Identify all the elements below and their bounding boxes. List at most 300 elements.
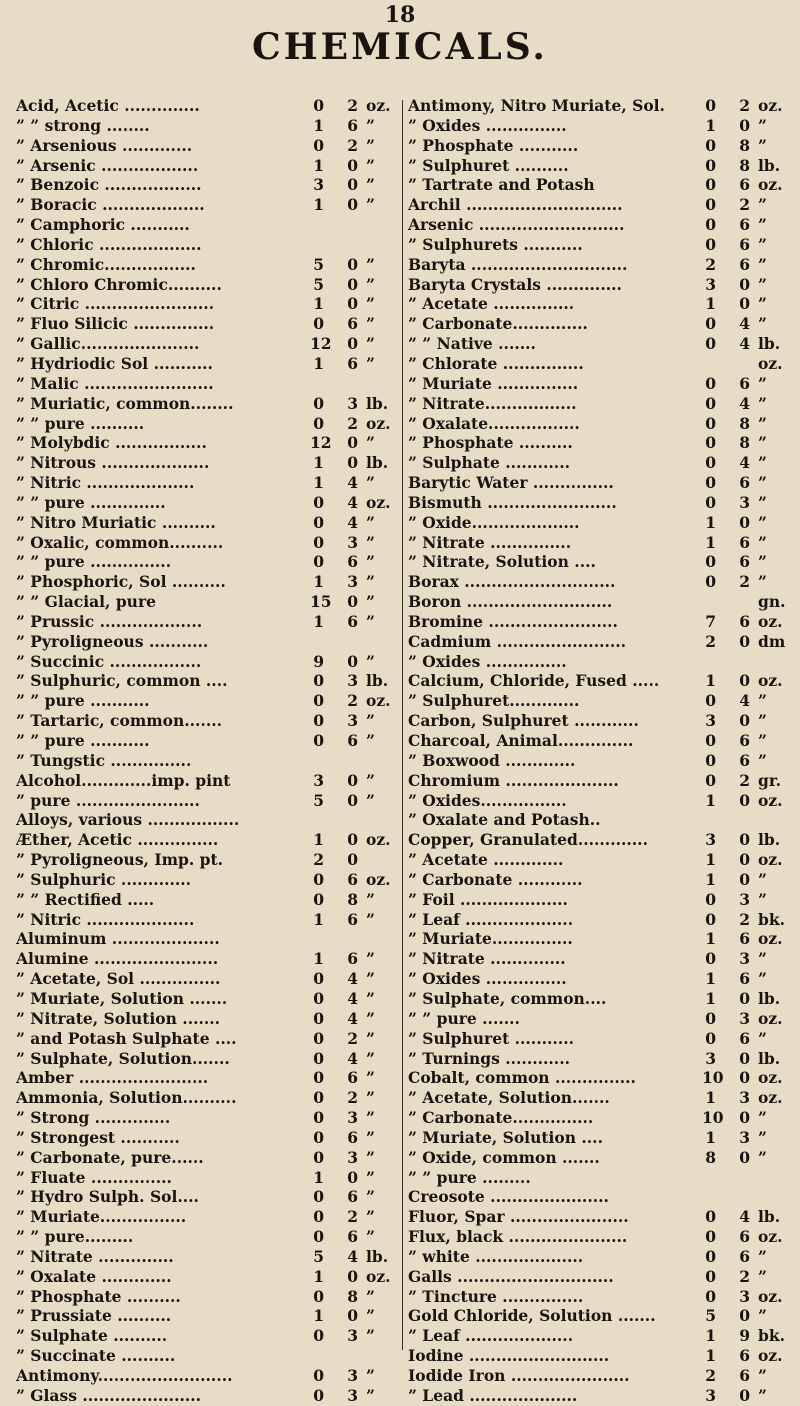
price-unit: ” — [758, 691, 767, 711]
price-unit: ” — [366, 433, 375, 453]
price-shillings: 3 — [705, 711, 716, 731]
item-label: ” ” pure ........... — [16, 731, 150, 750]
price-pence: 0 — [347, 770, 358, 790]
price-unit: ” — [758, 314, 767, 334]
price-list-item — [408, 1306, 792, 1326]
price-unit: ” — [366, 314, 375, 334]
price-unit: ” — [366, 651, 375, 671]
price-list-item — [408, 175, 792, 195]
price-shillings: 0 — [705, 433, 716, 453]
price-list-item — [16, 890, 400, 910]
price-pence: 0 — [347, 830, 358, 850]
price-list-item — [408, 632, 792, 652]
price-unit: lb. — [758, 155, 781, 175]
price-pence: 3 — [347, 393, 358, 413]
price-shillings: 1 — [313, 1306, 324, 1326]
price-unit: ” — [366, 294, 375, 314]
price-list-item — [16, 751, 400, 771]
price-list-item — [16, 453, 400, 473]
price-pence: 4 — [347, 1048, 358, 1068]
price-pence: 8 — [739, 155, 750, 175]
price-list-item — [16, 1108, 400, 1128]
price-shillings: 0 — [705, 215, 716, 235]
item-label: Fluor, Spar ...................... — [408, 1207, 629, 1227]
price-shillings: 0 — [705, 691, 716, 711]
price-shillings: 1 — [705, 969, 716, 989]
price-list-item — [16, 572, 400, 592]
price-shillings: 0 — [313, 314, 324, 334]
price-shillings: 1 — [705, 869, 716, 889]
item-label: ” Carbonate.............. — [408, 314, 588, 334]
price-pence: 2 — [347, 1028, 358, 1048]
price-unit: oz. — [366, 830, 391, 850]
price-pence: 6 — [347, 1227, 358, 1247]
price-pence: 3 — [739, 949, 750, 969]
item-label: ” Gallic...................... — [16, 334, 200, 354]
price-list-item — [16, 374, 400, 394]
item-label: ” ” pure......... — [16, 1227, 134, 1247]
item-label: ” Nitrate .............. — [408, 949, 566, 969]
price-list-item — [408, 533, 792, 553]
price-pence: 3 — [347, 1366, 358, 1385]
price-unit: ” — [366, 1187, 375, 1207]
item-label: ” Tincture ............... — [408, 1286, 584, 1306]
price-pence: 6 — [347, 909, 358, 929]
price-pence: 4 — [739, 691, 750, 711]
item-label: ” Strong .............. — [16, 1108, 171, 1128]
item-label: ” Nitro Muriatic .......... — [16, 512, 216, 532]
price-pence: 3 — [347, 572, 358, 592]
item-label: ” Boracic ................... — [16, 195, 205, 215]
price-shillings: 1 — [313, 353, 324, 373]
price-list-item — [16, 195, 400, 215]
price-unit: ” — [758, 572, 767, 592]
price-shillings: 0 — [313, 1068, 324, 1088]
price-shillings: 0 — [313, 671, 324, 691]
item-label: Borax ............................ — [408, 572, 616, 592]
price-unit: dm — [758, 631, 786, 651]
price-pence: 0 — [739, 115, 750, 135]
price-shillings: 0 — [313, 96, 324, 115]
price-shillings: 0 — [705, 492, 716, 512]
price-shillings: 0 — [705, 949, 716, 969]
item-label: ” Phosphoric, Sol .......... — [16, 572, 226, 592]
price-unit: ” — [366, 115, 375, 135]
price-shillings: 5 — [313, 790, 324, 810]
price-unit: ” — [366, 1207, 375, 1227]
price-shillings: 0 — [313, 1028, 324, 1048]
price-unit: ” — [366, 552, 375, 572]
price-unit: ” — [366, 731, 375, 750]
price-pence: 6 — [347, 314, 358, 334]
price-shillings: 1 — [313, 572, 324, 592]
price-pence: 6 — [739, 1028, 750, 1048]
price-list-item — [408, 1108, 792, 1128]
price-unit: ” — [758, 1306, 767, 1326]
item-label: ” ” pure ....... — [408, 1008, 520, 1028]
item-label: ” Hydriodic Sol ........... — [16, 353, 213, 373]
price-list-item — [16, 1009, 400, 1029]
price-unit: ” — [366, 1048, 375, 1068]
price-pence: 6 — [347, 353, 358, 373]
price-list-item — [16, 910, 400, 930]
item-label: ” Sulphuret ........... — [408, 1028, 574, 1048]
price-unit: ” — [366, 949, 375, 969]
item-label: ” Nitric .................... — [16, 909, 195, 929]
price-list-item — [408, 1366, 792, 1386]
price-list-item — [16, 592, 400, 612]
price-list-item — [16, 414, 400, 434]
item-label: Bromine ........................ — [408, 611, 618, 631]
price-list-item — [16, 771, 400, 791]
price-pence: 2 — [739, 1266, 750, 1286]
price-unit: ” — [366, 512, 375, 532]
price-pence: 4 — [347, 1008, 358, 1028]
price-pence: 0 — [347, 195, 358, 215]
price-list-item — [408, 334, 792, 354]
price-shillings: 0 — [705, 413, 716, 433]
price-shillings: 1 — [705, 1346, 716, 1366]
item-label: Creosote ...................... — [408, 1187, 609, 1207]
price-pence: 3 — [347, 671, 358, 691]
item-label: ” Sulphate ............ — [408, 453, 570, 473]
item-label: ” Pyroligneous, Imp. pt. — [16, 850, 224, 870]
price-list-item — [408, 1386, 792, 1406]
price-unit: ” — [366, 175, 375, 195]
price-list-item — [16, 711, 400, 731]
price-pence: 2 — [739, 909, 750, 929]
price-list-item — [408, 493, 792, 513]
price-shillings: 1 — [705, 988, 716, 1008]
item-label: ” Muriate................ — [16, 1207, 187, 1227]
price-pence: 6 — [739, 234, 750, 254]
price-unit: ” — [758, 949, 767, 969]
price-unit: oz. — [758, 353, 783, 373]
price-list-item — [408, 592, 792, 612]
price-unit: lb. — [758, 988, 781, 1008]
price-shillings: 0 — [705, 195, 716, 215]
price-list-item — [408, 1346, 792, 1366]
price-pence: 3 — [739, 1286, 750, 1306]
price-shillings: 1 — [705, 115, 716, 135]
price-shillings: 0 — [313, 492, 324, 512]
price-shillings: 3 — [313, 770, 324, 790]
price-pence: 0 — [739, 1306, 750, 1326]
price-shillings: 0 — [705, 1246, 716, 1266]
price-unit: ” — [366, 274, 375, 294]
price-list-item — [408, 969, 792, 989]
price-list-item — [408, 1168, 792, 1188]
price-pence: 4 — [347, 969, 358, 989]
item-label: ” Muriate............... — [408, 929, 573, 949]
item-label: ” Benzoic .................. — [16, 175, 202, 195]
price-list-item — [16, 1128, 400, 1148]
price-pence: 2 — [347, 1207, 358, 1227]
item-label: ” Camphoric ........... — [16, 215, 190, 235]
price-unit: lb. — [758, 1048, 781, 1068]
price-shillings: 3 — [705, 1048, 716, 1068]
price-unit: oz. — [758, 671, 783, 691]
item-label: ” Acetate ............... — [408, 294, 575, 314]
item-label: ” Oxides ............... — [408, 651, 567, 671]
item-label: ” Carbonate, pure...... — [16, 1147, 204, 1167]
item-label: ” Tungstic ............... — [16, 750, 192, 770]
price-shillings: 2 — [313, 850, 324, 870]
price-pence: 8 — [739, 413, 750, 433]
price-list-item — [16, 493, 400, 513]
price-unit: ” — [758, 195, 767, 215]
price-list-right-column — [408, 96, 792, 1406]
item-label: ” Citric ........................ — [16, 294, 215, 314]
price-unit: ” — [758, 254, 767, 274]
price-unit: ” — [758, 1385, 767, 1405]
item-label: ” Oxalate and Potash.. — [408, 810, 601, 830]
price-shillings: 1 — [313, 949, 324, 969]
item-label: Baryta ............................. — [408, 254, 628, 274]
price-list-item — [408, 810, 792, 830]
price-unit: bk. — [758, 909, 785, 929]
price-pence: 0 — [739, 988, 750, 1008]
price-pence: 2 — [347, 96, 358, 115]
price-unit: ” — [366, 254, 375, 274]
price-pence: 4 — [739, 1207, 750, 1227]
item-label: ” Nitrate, Solution ....... — [16, 1008, 221, 1028]
price-shillings: 0 — [313, 532, 324, 552]
item-label: ” Oxides ............... — [408, 969, 567, 989]
price-list-item — [16, 870, 400, 890]
price-list-item — [16, 433, 400, 453]
item-label: Antimony, Nitro Muriate, Sol. — [408, 96, 665, 115]
item-label: ” Carbonate ............ — [408, 869, 583, 889]
price-unit: oz. — [366, 1266, 391, 1286]
price-pence: 4 — [347, 512, 358, 532]
price-list-item — [408, 612, 792, 632]
price-pence: 2 — [739, 195, 750, 215]
price-shillings: 0 — [313, 1088, 324, 1108]
item-label: ” Sulphuret .......... — [408, 155, 569, 175]
price-pence: 0 — [347, 175, 358, 195]
price-shillings: 0 — [313, 1187, 324, 1207]
price-shillings: 1 — [705, 512, 716, 532]
price-list-item — [408, 116, 792, 136]
price-pence: 2 — [739, 770, 750, 790]
price-list-item — [408, 1009, 792, 1029]
price-pence: 0 — [739, 830, 750, 850]
price-list-item — [16, 989, 400, 1009]
price-pence: 3 — [739, 492, 750, 512]
item-label: ” Nitrate ............... — [408, 532, 572, 552]
price-pence: 0 — [347, 651, 358, 671]
price-list-item — [408, 235, 792, 255]
price-list-item — [16, 1227, 400, 1247]
price-list-item — [408, 1326, 792, 1346]
item-label: ” ” pure .............. — [16, 492, 166, 512]
item-label: ” white .................... — [408, 1246, 584, 1266]
item-label: ” Sulphate .......... — [16, 1326, 168, 1346]
price-pence: 6 — [347, 731, 358, 750]
price-shillings: 0 — [313, 1366, 324, 1385]
price-pence: 0 — [739, 869, 750, 889]
item-label: ” Tartrate and Potash — [408, 175, 595, 195]
price-unit: ” — [758, 1147, 767, 1167]
price-shillings: 0 — [705, 334, 716, 354]
price-list-item — [408, 1049, 792, 1069]
price-pence: 2 — [739, 96, 750, 115]
price-list-item — [16, 1247, 400, 1267]
price-unit: oz. — [366, 413, 391, 433]
price-pence: 8 — [347, 889, 358, 909]
price-list-item — [408, 711, 792, 731]
price-shillings: 1 — [313, 155, 324, 175]
price-pence: 6 — [347, 1187, 358, 1207]
price-list-item — [16, 1168, 400, 1188]
item-label: ” Prussic ................... — [16, 611, 203, 631]
price-list-item — [16, 1287, 400, 1307]
item-label: ” Nitric .................... — [16, 473, 195, 493]
item-label: ” Phosphate ........... — [408, 135, 579, 155]
price-pence: 6 — [739, 969, 750, 989]
price-unit: ” — [758, 453, 767, 473]
price-pence: 8 — [739, 135, 750, 155]
price-unit: ” — [366, 1008, 375, 1028]
item-label: ” Carbonate............... — [408, 1108, 594, 1128]
price-list-item — [16, 1068, 400, 1088]
price-pence: 6 — [739, 473, 750, 493]
price-list-item — [16, 235, 400, 255]
price-shillings: 3 — [705, 274, 716, 294]
price-unit: ” — [758, 532, 767, 552]
price-list-item — [16, 1049, 400, 1069]
price-shillings: 0 — [705, 1266, 716, 1286]
price-list-item — [408, 552, 792, 572]
price-list-item — [408, 513, 792, 533]
price-shillings: 5 — [313, 274, 324, 294]
price-pence: 4 — [739, 393, 750, 413]
price-list-item — [408, 294, 792, 314]
price-unit: ” — [366, 611, 375, 631]
price-unit: ” — [758, 889, 767, 909]
price-pence: 2 — [347, 135, 358, 155]
price-list-item — [16, 334, 400, 354]
item-label: ” Oxide.................... — [408, 512, 580, 532]
price-pence: 2 — [739, 572, 750, 592]
item-label: ” ” Rectified ..... — [16, 889, 155, 909]
price-list-item — [408, 830, 792, 850]
price-list-item — [16, 354, 400, 374]
price-pence: 3 — [347, 1108, 358, 1128]
price-shillings: 1 — [705, 929, 716, 949]
price-shillings: 5 — [705, 1306, 716, 1326]
price-pence: 6 — [739, 254, 750, 274]
price-pence: 0 — [347, 1306, 358, 1326]
price-shillings: 0 — [313, 1286, 324, 1306]
price-unit: oz. — [758, 175, 783, 195]
item-label: ” Oxalic, common.......... — [16, 532, 224, 552]
item-label: Carbon, Sulphuret ............ — [408, 711, 639, 731]
item-label: ” Nitrous .................... — [16, 453, 210, 473]
item-label: ” Oxalate................. — [408, 413, 580, 433]
price-shillings: 1 — [705, 790, 716, 810]
price-shillings: 3 — [313, 175, 324, 195]
price-pence: 2 — [347, 691, 358, 711]
price-list-item — [16, 96, 400, 116]
price-unit: ” — [758, 215, 767, 235]
item-label: Iodide Iron ...................... — [408, 1366, 630, 1385]
price-unit: oz. — [758, 850, 783, 870]
price-unit: oz. — [366, 96, 391, 115]
price-list-item — [16, 294, 400, 314]
price-unit: ” — [366, 334, 375, 354]
price-unit: ” — [758, 512, 767, 532]
price-unit: oz. — [758, 1286, 783, 1306]
price-list-item — [408, 1247, 792, 1267]
price-list-item — [16, 156, 400, 176]
item-label: ” Succinic ................. — [16, 651, 202, 671]
item-label: Gold Chloride, Solution ....... — [408, 1306, 656, 1326]
price-list-item — [16, 513, 400, 533]
column-divider — [402, 100, 403, 1350]
price-unit: ” — [758, 869, 767, 889]
item-label: ” Muriate ............... — [408, 373, 579, 393]
price-list-item — [16, 473, 400, 493]
price-list-item — [16, 1029, 400, 1049]
price-list-item — [16, 612, 400, 632]
price-list-item — [408, 1267, 792, 1287]
price-list-item — [16, 1207, 400, 1227]
price-list-item — [16, 1267, 400, 1287]
price-pence: 2 — [347, 1088, 358, 1108]
price-unit: ” — [366, 1227, 375, 1247]
price-list-item — [16, 830, 400, 850]
item-label: ” Arsenic .................. — [16, 155, 199, 175]
item-label: ” Chloric ................... — [16, 234, 202, 254]
price-unit: ” — [366, 988, 375, 1008]
item-label: ” Fluate ............... — [16, 1167, 172, 1187]
price-list-item — [408, 1187, 792, 1207]
price-shillings: 0 — [705, 473, 716, 493]
price-unit: oz. — [758, 1068, 783, 1088]
price-unit: ” — [758, 1028, 767, 1048]
price-unit: ” — [366, 1167, 375, 1187]
page-number: 18 — [384, 2, 416, 28]
item-label: ” Sulphuric, common .... — [16, 671, 228, 691]
price-unit: ” — [366, 1385, 375, 1405]
price-list-item — [16, 275, 400, 295]
item-label: Alloys, various ................. — [16, 810, 240, 830]
price-unit: ” — [758, 1266, 767, 1286]
price-unit: ” — [366, 195, 375, 215]
item-label: ” Boxwood ............. — [408, 750, 576, 770]
price-unit: ” — [366, 353, 375, 373]
price-list-item — [16, 1187, 400, 1207]
price-shillings: 0 — [313, 135, 324, 155]
price-list-item — [408, 374, 792, 394]
item-label: ” Chromic................. — [16, 254, 196, 274]
price-pence: 0 — [739, 1147, 750, 1167]
price-pence: 0 — [739, 512, 750, 532]
price-shillings: 1 — [313, 294, 324, 314]
price-unit: ” — [758, 294, 767, 314]
price-shillings: 1 — [313, 1167, 324, 1187]
price-pence: 3 — [347, 532, 358, 552]
price-shillings: 1 — [705, 850, 716, 870]
price-shillings: 0 — [705, 96, 716, 115]
item-label: ” pure ....................... — [16, 790, 200, 810]
price-shillings: 15 — [310, 592, 332, 612]
price-pence: 6 — [347, 1127, 358, 1147]
price-pence: 6 — [739, 929, 750, 949]
price-list-item — [16, 810, 400, 830]
